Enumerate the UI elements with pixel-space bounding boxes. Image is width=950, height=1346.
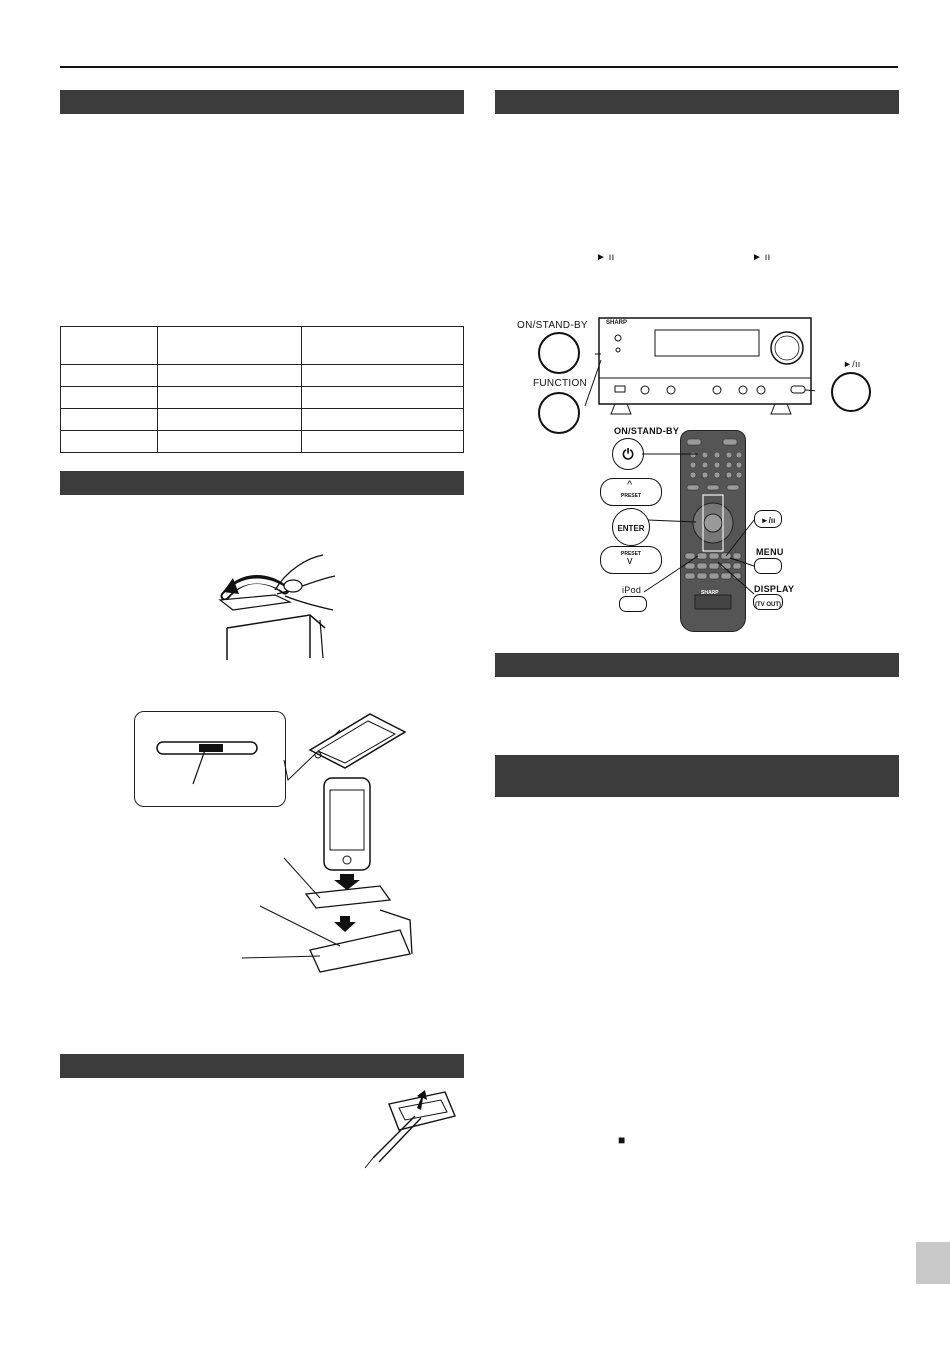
table-header-cell — [302, 327, 464, 365]
section-bar-left-1 — [60, 90, 464, 114]
remote-ipod-label: iPod — [622, 585, 642, 595]
chevron-up-icon: ^ — [627, 479, 633, 491]
play-pause-icon: ► ıı — [596, 252, 615, 263]
unit-brand-logo: SHARP — [606, 320, 628, 326]
table-header-cell — [158, 327, 302, 365]
compatibility-table — [60, 326, 464, 453]
film-removal-illustration — [215, 550, 340, 662]
chevron-down-icon: v — [627, 555, 633, 567]
remote-display-label: DISPLAY — [754, 584, 795, 594]
main-unit-body — [575, 316, 815, 416]
table-cell — [61, 409, 158, 431]
unit-play-pause-button[interactable] — [831, 372, 871, 412]
table-cell — [158, 409, 302, 431]
section-bar-right-3 — [495, 755, 899, 797]
power-icon[interactable]: ⏻ — [612, 438, 644, 470]
section-bar-left-3 — [60, 1054, 464, 1078]
unit-on-standby-label: ON/STAND-BY — [517, 320, 588, 331]
enter-label: ENTER — [617, 524, 645, 533]
header-rule — [60, 66, 898, 68]
unit-play-pause-label: ►/ıı — [843, 359, 861, 369]
unit-function-label: FUNCTION — [533, 378, 588, 389]
table-cell — [158, 365, 302, 387]
remote-menu-label: MENU — [756, 547, 784, 557]
table-cell — [302, 431, 464, 453]
remote-preset-up-button[interactable] — [600, 478, 662, 506]
section-bar-left-2 — [60, 471, 464, 495]
remote-brand-logo: SHARP — [701, 590, 719, 596]
section-bar-right-1 — [495, 90, 899, 114]
unit-function-button[interactable] — [538, 392, 580, 434]
table-cell — [302, 387, 464, 409]
remote-display-button-label: (TV OUT) — [755, 602, 781, 608]
stop-icon: ■ — [618, 1133, 626, 1147]
remote-on-standby-label: ON/STAND-BY — [614, 426, 680, 436]
remote-callout-lines — [640, 510, 760, 610]
remote-leader-lines — [640, 440, 700, 480]
unit-on-standby-button[interactable] — [538, 332, 580, 374]
table-cell — [158, 431, 302, 453]
table-cell — [302, 409, 464, 431]
adapter-removal-illustration — [355, 1088, 465, 1170]
preset-down-label: PRESET — [621, 551, 642, 557]
remote-play-pause-label: ►/ıı — [760, 516, 776, 525]
section-bar-right-2 — [495, 653, 899, 677]
preset-up-label: PRESET — [621, 493, 642, 499]
table-header-cell — [61, 327, 158, 365]
table-cell — [61, 431, 158, 453]
table-cell — [61, 387, 158, 409]
dock-illustration — [240, 710, 420, 980]
play-pause-icon: ► ıı — [752, 252, 771, 263]
table-cell — [158, 387, 302, 409]
table-cell — [61, 365, 158, 387]
page-tab — [916, 1242, 950, 1284]
table-cell — [302, 365, 464, 387]
